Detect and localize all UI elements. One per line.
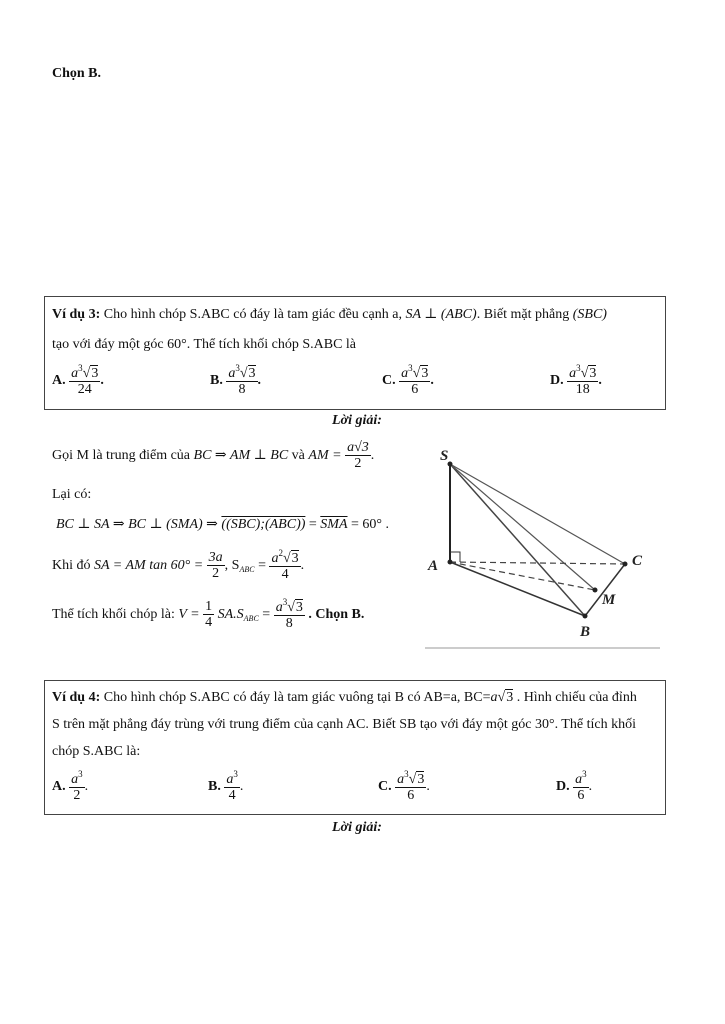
example-3-title: Ví dụ 3: <box>52 307 101 322</box>
label-c: C <box>632 553 643 569</box>
solution-line-4: Khi đó SA = AM tan 60° = $\frac{3a}{2}$ , $S_{ABC}$ = $\frac{a^2√3}{4}$ . <box>52 548 305 583</box>
example-3-option-a[interactable]: A. $\frac{a^3√3}{24}$ . <box>52 363 104 398</box>
example-4-option-c[interactable]: C. $\frac{a^3√3}{6}$ . <box>378 769 430 804</box>
choose-answer-text: Chọn B. <box>52 66 102 81</box>
example-4-option-d[interactable]: D. $\frac{a^3}{6}$ . <box>556 769 593 804</box>
example-4-line-3: chóp S.ABC là: <box>52 744 141 759</box>
example-4-option-a[interactable]: A. $\frac{a^3}{2}$ . <box>52 769 89 804</box>
example-4-title: Ví dụ 4: <box>52 690 101 705</box>
edge-sc <box>450 464 625 564</box>
edge-bc <box>585 564 625 616</box>
solution-line-2: Lại có: <box>52 487 92 502</box>
solution-line-1: Gọi M là trung điểm của BC ⇒ AM ⊥ BC và AM = $\frac{a√3}{2}$ . <box>52 440 375 472</box>
solution-line-5: Thể tích khối chóp là: V = $\frac{1}{4}$ $SA.S_{ABC}$ = $\frac{a^3√3}{8}$ . Chọn B. <box>52 597 365 632</box>
point-c <box>623 562 628 567</box>
point-m <box>593 588 598 593</box>
example-3-line-1: Ví dụ 3: Cho hình chóp S.ABC có đáy là tam giác đều cạnh a, SA ⊥ (ABC). Biết mặt phẳng (SBC) <box>52 307 607 322</box>
pyramid-figure <box>420 440 670 655</box>
edge-ab <box>450 562 585 616</box>
example-4-line-2: S trên mặt phẳng đáy trùng với trung điểm của cạnh AC. Biết SB tạo với đáy một góc 30°. Thể tích khối <box>52 717 636 732</box>
point-a <box>448 560 453 565</box>
example-3-option-b[interactable]: B. $\frac{a^3√3}{8}$ . <box>210 363 262 398</box>
label-m: M <box>602 592 616 608</box>
point-b <box>583 614 588 619</box>
example-3-solution-title: Lời giải: <box>332 413 382 428</box>
example-3-option-c[interactable]: C. $\frac{a^3√3}{6}$ . <box>382 363 434 398</box>
label-b: B <box>580 624 591 640</box>
example-3-option-d[interactable]: D. $\frac{a^3√3}{18}$ . <box>550 363 602 398</box>
label-a: A <box>428 558 439 574</box>
example-4-line-1: Ví dụ 4: Cho hình chóp S.ABC có đáy là tam giác vuông tại B có AB=a, BC=a√3 . Hình chiếu của đỉnh <box>52 690 637 705</box>
edge-am <box>450 562 595 590</box>
example-4-option-b[interactable]: B. $\frac{a^3}{4}$ . <box>208 769 244 804</box>
example-3-line-2: tạo với đáy một góc 60°. Thể tích khối chóp S.ABC là <box>52 337 357 352</box>
edge-sb <box>450 464 585 616</box>
label-s: S <box>440 448 449 464</box>
example-4-solution-title: Lời giải: <box>332 820 382 835</box>
solution-line-3: BC ⊥ SA ⇒ BC ⊥ (SMA) ⇒ ((SBC);(ABC)) = $\overline{SMA} = 60^\circ$ . <box>56 517 390 532</box>
